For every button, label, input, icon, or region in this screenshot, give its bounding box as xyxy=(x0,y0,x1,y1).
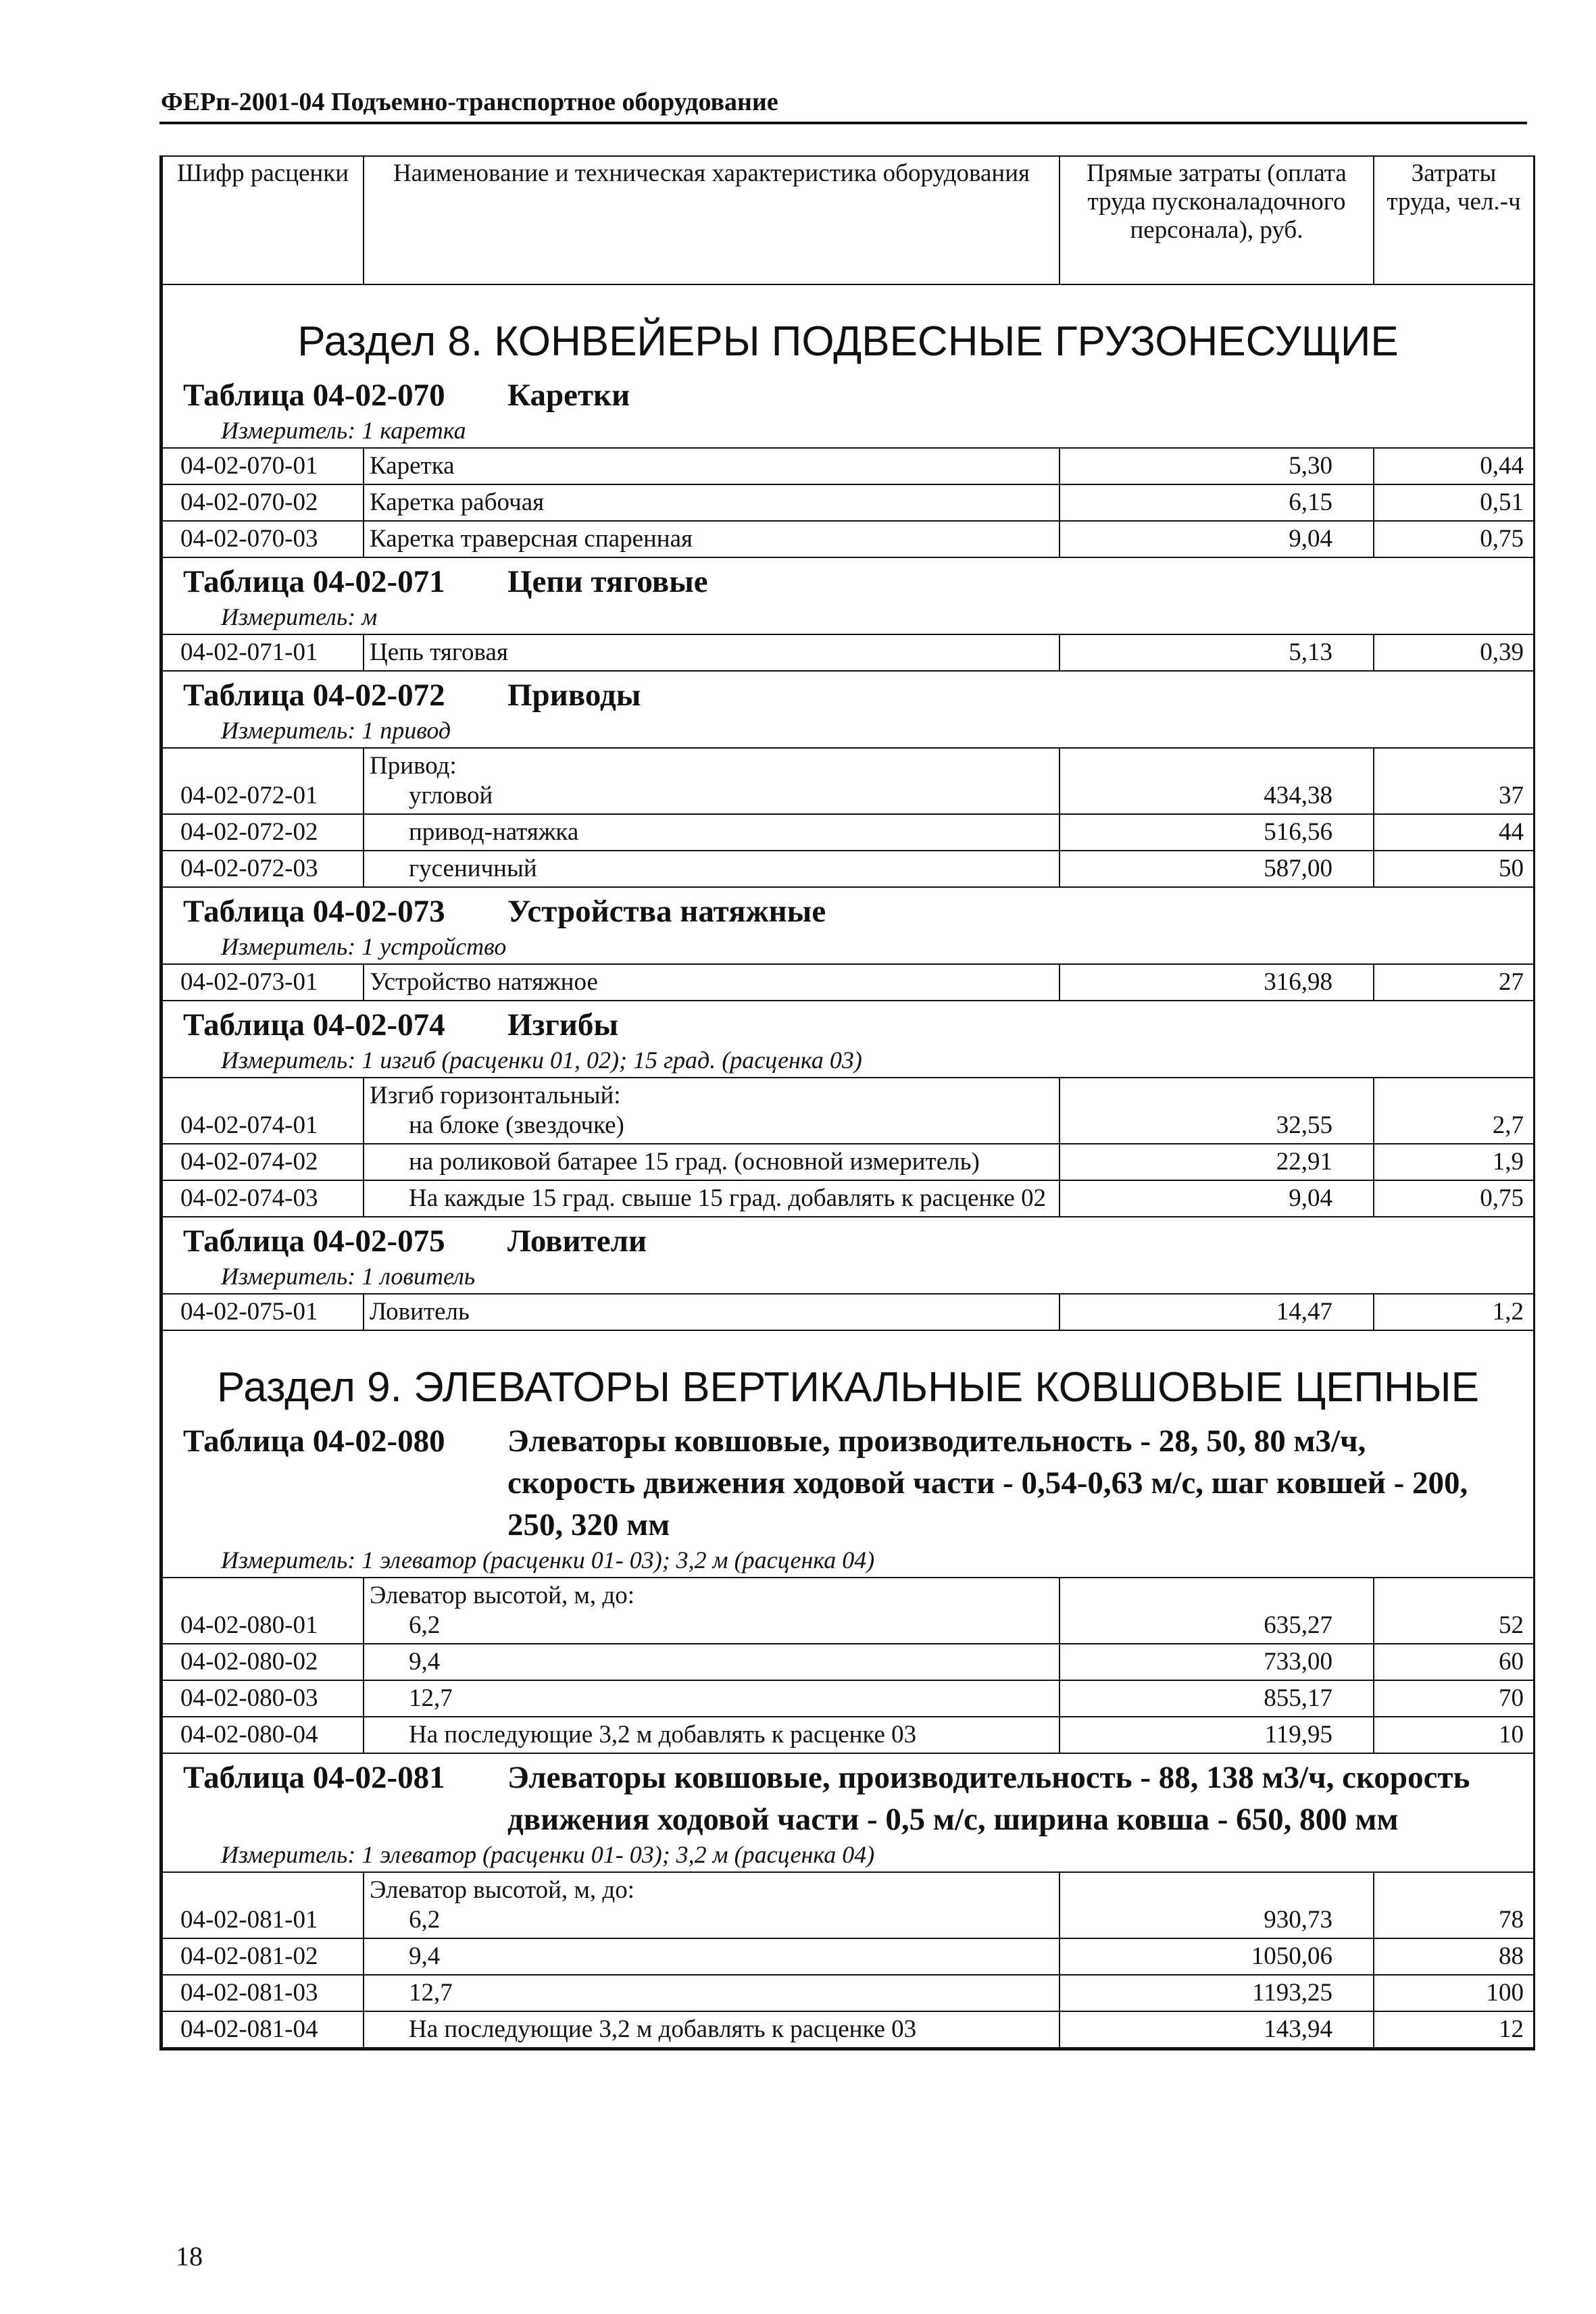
row-cost: 14,47 xyxy=(1059,1294,1374,1330)
table-row xyxy=(162,484,1534,521)
row-name xyxy=(364,1717,1059,1753)
table-080-title xyxy=(168,1420,1528,1546)
row-code: 04-02-072-01 xyxy=(162,748,364,814)
row-labor: 27 xyxy=(1374,964,1534,1001)
row-cost: 316,98 xyxy=(1059,964,1374,1001)
row-name xyxy=(364,1578,1059,1644)
table-074-title xyxy=(168,1004,1528,1046)
table-row xyxy=(162,521,1534,557)
row-code: 04-02-074-02 xyxy=(162,1144,364,1180)
table-row xyxy=(162,1644,1534,1680)
row-labor: 100 xyxy=(1374,1975,1534,2011)
row-name-text: 9,4 xyxy=(409,1648,441,1676)
row-code: 04-02-070-03 xyxy=(162,521,364,557)
row-cost: 635,27 xyxy=(1059,1578,1374,1644)
column-header-code: Шифр расценки xyxy=(162,156,364,284)
table-row xyxy=(162,964,1534,1001)
group-label: Привод: xyxy=(370,752,457,780)
header-rule xyxy=(159,122,1527,124)
page-number: 18 xyxy=(176,2241,203,2271)
row-name: Цепь тяговая xyxy=(364,634,1059,671)
row-labor: 60 xyxy=(1374,1644,1534,1680)
table-number: Таблица 04-02-081 xyxy=(183,1760,445,1795)
row-cost: 930,73 xyxy=(1059,1872,1374,1938)
row-name-text: на роликовой батарее 15 град. (основной измеритель) xyxy=(409,1148,980,1176)
row-name-text: 12,7 xyxy=(409,1979,453,2007)
row-code: 04-02-070-02 xyxy=(162,484,364,521)
row-name-text: угловой xyxy=(409,782,493,809)
table-name: Устройства натяжные xyxy=(507,894,826,929)
row-name: Каретка траверсная спаренная xyxy=(364,521,1059,557)
row-name xyxy=(364,1975,1059,2011)
table-row xyxy=(162,1717,1534,1753)
table-row xyxy=(162,1872,1534,1938)
row-code: 04-02-081-01 xyxy=(162,1872,364,1938)
row-code: 04-02-073-01 xyxy=(162,964,364,1001)
row-name: Каретка xyxy=(364,448,1059,484)
row-code: 04-02-081-02 xyxy=(162,1938,364,1975)
table-number: Таблица 04-02-072 xyxy=(183,678,445,713)
row-code: 04-02-075-01 xyxy=(162,1294,364,1330)
row-name xyxy=(364,1680,1059,1717)
row-cost: 119,95 xyxy=(1059,1717,1374,1753)
table-name: Приводы xyxy=(507,678,641,713)
document-body xyxy=(159,155,1535,2051)
table-measure: Измеритель: 1 каретка xyxy=(221,417,466,444)
column-header-row xyxy=(162,156,1534,284)
row-labor: 10 xyxy=(1374,1717,1534,1753)
table-measure: Измеритель: 1 ловитель xyxy=(221,1263,476,1290)
table-075-title xyxy=(168,1220,1528,1262)
row-name xyxy=(364,851,1059,887)
table-row xyxy=(162,1938,1534,1975)
row-cost: 1050,06 xyxy=(1059,1938,1374,1975)
page-header: ФЕРп-2001-04 Подъемно-транспортное оборудование xyxy=(161,88,778,116)
row-cost: 9,04 xyxy=(1059,521,1374,557)
column-header-name: Наименование и техническая характеристика оборудования xyxy=(364,156,1059,284)
row-name-text: 12,7 xyxy=(409,1684,453,1712)
table-row xyxy=(162,1975,1534,2011)
row-labor: 0,44 xyxy=(1374,448,1534,484)
table-number: Таблица 04-02-071 xyxy=(183,564,445,599)
row-name xyxy=(364,2011,1059,2048)
row-name: Каретка рабочая xyxy=(364,484,1059,521)
table-number: Таблица 04-02-073 xyxy=(183,894,445,929)
row-labor: 52 xyxy=(1374,1578,1534,1644)
row-name xyxy=(364,1180,1059,1217)
row-cost: 5,30 xyxy=(1059,448,1374,484)
column-header-direct-costs: Прямые затраты (оплата труда пусконаладочного персонала), руб. xyxy=(1059,156,1374,284)
table-name: Изгибы xyxy=(507,1007,619,1042)
row-code: 04-02-080-01 xyxy=(162,1578,364,1644)
table-071-title xyxy=(168,561,1528,603)
table-number: Таблица 04-02-075 xyxy=(183,1224,445,1259)
row-name-text: На каждые 15 град. свыше 15 град. добавлять к расценке 02 xyxy=(409,1184,1047,1212)
row-cost: 22,91 xyxy=(1059,1144,1374,1180)
row-cost: 516,56 xyxy=(1059,814,1374,851)
row-cost: 587,00 xyxy=(1059,851,1374,887)
table-measure: Измеритель: м xyxy=(221,603,378,630)
table-measure: Измеритель: 1 элеватор (расценки 01- 03); 3,2 м (расценка 04) xyxy=(221,1546,875,1574)
table-070-title xyxy=(168,374,1528,416)
row-name-text: На последующие 3,2 м добавлять к расценке 03 xyxy=(409,1721,917,1749)
row-labor: 1,9 xyxy=(1374,1144,1534,1180)
row-name xyxy=(364,814,1059,851)
row-name-text: гусеничный xyxy=(409,855,537,882)
table-073-title xyxy=(168,890,1528,932)
row-labor: 0,75 xyxy=(1374,1180,1534,1217)
section-9-title: Раздел 9. ЭЛЕВАТОРЫ ВЕРТИКАЛЬНЫЕ КОВШОВЫЕ ЦЕПНЫЕ xyxy=(216,1364,1480,1411)
row-code: 04-02-080-02 xyxy=(162,1644,364,1680)
table-name: Элеваторы ковшовые, производительность - 28, 50, 80 м3/ч, скорость движения ходовой части - 0,54-0,63 м/с, шаг ковшей - 200, 250, 320 мм xyxy=(507,1424,1468,1542)
table-081-title xyxy=(168,1757,1528,1840)
section-8-title: Раздел 8. КОНВЕЙЕРЫ ПОДВЕСНЫЕ ГРУЗОНЕСУЩИЕ xyxy=(297,318,1399,365)
row-labor: 78 xyxy=(1374,1872,1534,1938)
row-labor: 70 xyxy=(1374,1680,1534,1717)
table-row xyxy=(162,851,1534,887)
row-name-text: 6,2 xyxy=(409,1611,441,1639)
row-name xyxy=(364,1938,1059,1975)
row-name: Ловитель xyxy=(364,1294,1059,1330)
row-labor: 50 xyxy=(1374,851,1534,887)
row-name xyxy=(364,1144,1059,1180)
group-label: Элеватор высотой, м, до: xyxy=(370,1582,634,1609)
table-row xyxy=(162,1680,1534,1717)
table-measure: Измеритель: 1 привод xyxy=(221,717,451,744)
table-row xyxy=(162,1180,1534,1217)
table-measure: Измеритель: 1 изгиб (расценки 01, 02); 15 град. (расценка 03) xyxy=(221,1047,862,1074)
row-labor: 0,39 xyxy=(1374,634,1534,671)
row-labor: 88 xyxy=(1374,1938,1534,1975)
column-header-labor: Затраты труда, чел.-ч xyxy=(1374,156,1534,284)
table-row xyxy=(162,814,1534,851)
rates-table xyxy=(161,155,1535,2048)
table-measure: Измеритель: 1 элеватор (расценки 01- 03); 3,2 м (расценка 04) xyxy=(221,1841,875,1868)
row-cost: 32,55 xyxy=(1059,1078,1374,1144)
table-row xyxy=(162,1078,1534,1144)
row-cost: 9,04 xyxy=(1059,1180,1374,1217)
table-number: Таблица 04-02-080 xyxy=(183,1424,445,1459)
table-row xyxy=(162,634,1534,671)
row-cost: 143,94 xyxy=(1059,2011,1374,2048)
table-row xyxy=(162,2011,1534,2048)
row-labor: 0,51 xyxy=(1374,484,1534,521)
row-code: 04-02-074-01 xyxy=(162,1078,364,1144)
row-code: 04-02-071-01 xyxy=(162,634,364,671)
row-labor: 2,7 xyxy=(1374,1078,1534,1144)
row-labor: 44 xyxy=(1374,814,1534,851)
row-labor: 37 xyxy=(1374,748,1534,814)
row-code: 04-02-080-04 xyxy=(162,1717,364,1753)
row-code: 04-02-072-03 xyxy=(162,851,364,887)
table-row xyxy=(162,448,1534,484)
table-name: Элеваторы ковшовые, производительность - 88, 138 м3/ч, скорость движения ходовой части - 0,5 м/с, ширина ковша - 650, 800 мм xyxy=(507,1760,1470,1837)
table-name: Цепи тяговые xyxy=(507,564,708,599)
row-name-text: 6,2 xyxy=(409,1906,441,1934)
table-number: Таблица 04-02-070 xyxy=(183,378,445,413)
row-name xyxy=(364,748,1059,814)
table-row xyxy=(162,1578,1534,1644)
row-cost: 5,13 xyxy=(1059,634,1374,671)
table-row xyxy=(162,748,1534,814)
row-cost: 6,15 xyxy=(1059,484,1374,521)
row-name xyxy=(364,1078,1059,1144)
table-072-title xyxy=(168,674,1528,716)
row-name-text: На последующие 3,2 м добавлять к расценке 03 xyxy=(409,2015,917,2043)
row-code: 04-02-072-02 xyxy=(162,814,364,851)
row-code: 04-02-074-03 xyxy=(162,1180,364,1217)
group-label: Изгиб горизонтальный: xyxy=(370,1082,621,1109)
row-name xyxy=(364,1644,1059,1680)
table-name: Ловители xyxy=(507,1224,647,1259)
row-name-text: 9,4 xyxy=(409,1942,441,1970)
row-cost: 434,38 xyxy=(1059,748,1374,814)
row-cost: 1193,25 xyxy=(1059,1975,1374,2011)
row-name: Устройство натяжное xyxy=(364,964,1059,1001)
row-code: 04-02-081-04 xyxy=(162,2011,364,2048)
table-name: Каретки xyxy=(507,378,630,413)
row-labor: 1,2 xyxy=(1374,1294,1534,1330)
table-row xyxy=(162,1294,1534,1330)
row-labor: 0,75 xyxy=(1374,521,1534,557)
row-code: 04-02-080-03 xyxy=(162,1680,364,1717)
row-labor: 12 xyxy=(1374,2011,1534,2048)
row-name xyxy=(364,1872,1059,1938)
row-cost: 855,17 xyxy=(1059,1680,1374,1717)
row-name-text: привод-натяжка xyxy=(409,818,579,846)
row-code: 04-02-081-03 xyxy=(162,1975,364,2011)
row-cost: 733,00 xyxy=(1059,1644,1374,1680)
table-measure: Измеритель: 1 устройство xyxy=(221,933,507,960)
group-label: Элеватор высотой, м, до: xyxy=(370,1876,634,1904)
row-name-text: на блоке (звездочке) xyxy=(409,1111,624,1139)
row-code: 04-02-070-01 xyxy=(162,448,364,484)
table-row xyxy=(162,1144,1534,1180)
table-number: Таблица 04-02-074 xyxy=(183,1007,445,1042)
